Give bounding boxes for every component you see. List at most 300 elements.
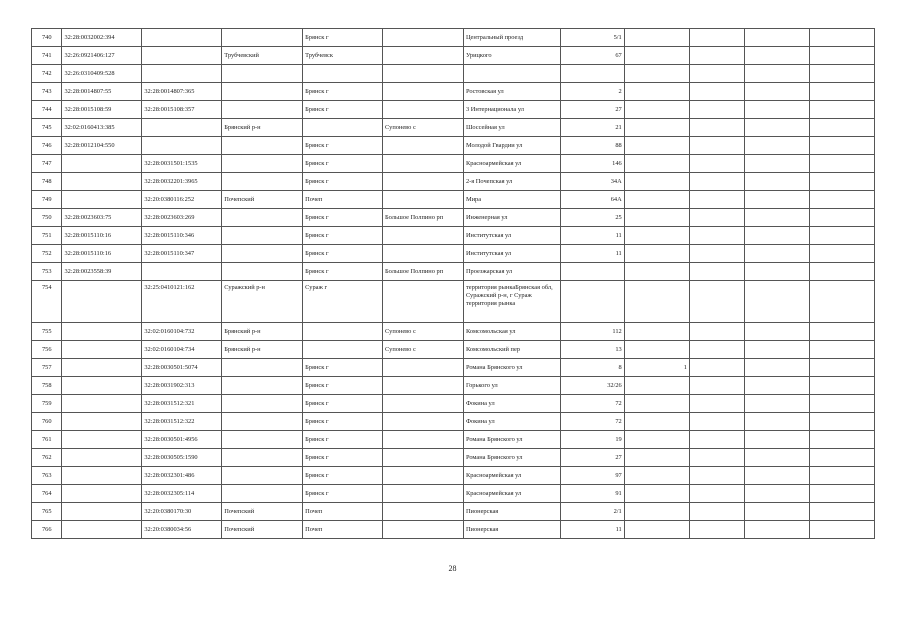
cadastral-number-2-cell [142, 263, 222, 281]
extra-2-cell [689, 191, 744, 209]
extra-1-cell [624, 449, 689, 467]
city-cell: Почеп [303, 503, 383, 521]
settlement-cell [383, 65, 464, 83]
extra-3-cell [744, 323, 809, 341]
extra-3-cell [744, 395, 809, 413]
table-row [32, 485, 875, 503]
street-cell: Институтская ул [463, 245, 560, 263]
table-row [32, 449, 875, 467]
row-number-cell: 743 [32, 83, 62, 101]
extra-2-cell [689, 137, 744, 155]
cadastral-number-2-cell [142, 29, 222, 47]
house-number-cell: 11 [560, 227, 624, 245]
cadastral-number-2-cell: 32:28:0031902:313 [142, 377, 222, 395]
blank-cell [809, 359, 874, 377]
house-number-cell: 88 [560, 137, 624, 155]
cadastral-number-1-cell: 32:28:0015108:59 [62, 101, 142, 119]
row-number-cell: 753 [32, 263, 62, 281]
house-number-cell [560, 65, 624, 83]
street-cell: Урицкого [463, 47, 560, 65]
row-number-cell: 756 [32, 341, 62, 359]
table-row [32, 245, 875, 263]
street-cell [463, 65, 560, 83]
cadastral-number-2-cell: 32:28:0032305:114 [142, 485, 222, 503]
blank-cell [809, 227, 874, 245]
settlement-cell [383, 227, 464, 245]
city-cell: Брянск г [303, 395, 383, 413]
blank-cell [809, 485, 874, 503]
extra-3-cell [744, 83, 809, 101]
cadastral-number-2-cell: 32:25:0410121:162 [142, 281, 222, 323]
blank-cell [809, 119, 874, 137]
extra-3-cell [744, 227, 809, 245]
blank-cell [809, 467, 874, 485]
cadastral-number-1-cell: 32:28:0012104:550 [62, 137, 142, 155]
table-row [32, 503, 875, 521]
extra-2-cell [689, 263, 744, 281]
street-cell: Пионерская [463, 503, 560, 521]
settlement-cell [383, 467, 464, 485]
district-cell: Брянский р-н [222, 119, 303, 137]
extra-2-cell [689, 47, 744, 65]
blank-cell [809, 191, 874, 209]
cadastral-number-2-cell: 32:28:0023603:269 [142, 209, 222, 227]
cadastral-number-2-cell [142, 47, 222, 65]
extra-3-cell [744, 341, 809, 359]
cadastral-number-2-cell: 32:28:0030501:5074 [142, 359, 222, 377]
district-cell: Трубчевский [222, 47, 303, 65]
house-number-cell: 11 [560, 521, 624, 539]
blank-cell [809, 245, 874, 263]
extra-1-cell [624, 155, 689, 173]
city-cell: Сураж г [303, 281, 383, 323]
extra-1-cell [624, 29, 689, 47]
cadastral-number-2-cell [142, 65, 222, 83]
table-row [32, 47, 875, 65]
extra-3-cell [744, 119, 809, 137]
extra-1-cell [624, 323, 689, 341]
house-number-cell: 2 [560, 83, 624, 101]
district-cell [222, 137, 303, 155]
house-number-cell: 25 [560, 209, 624, 227]
extra-1-cell [624, 485, 689, 503]
city-cell [303, 323, 383, 341]
city-cell: Брянск г [303, 29, 383, 47]
cadastral-number-1-cell [62, 341, 142, 359]
extra-3-cell [744, 359, 809, 377]
district-cell [222, 29, 303, 47]
settlement-cell: Супонево с [383, 323, 464, 341]
city-cell [303, 341, 383, 359]
table-row [32, 173, 875, 191]
settlement-cell: Супонево с [383, 119, 464, 137]
extra-2-cell [689, 119, 744, 137]
settlement-cell [383, 137, 464, 155]
row-number-cell: 763 [32, 467, 62, 485]
house-number-cell: 13 [560, 341, 624, 359]
extra-1-cell [624, 431, 689, 449]
house-number-cell: 146 [560, 155, 624, 173]
extra-3-cell [744, 377, 809, 395]
cadastral-number-1-cell [62, 377, 142, 395]
extra-1-cell [624, 47, 689, 65]
extra-2-cell [689, 83, 744, 101]
extra-1-cell [624, 119, 689, 137]
house-number-cell: 11 [560, 245, 624, 263]
city-cell: Почеп [303, 191, 383, 209]
cadastral-number-1-cell [62, 395, 142, 413]
cadastral-number-1-cell [62, 485, 142, 503]
extra-2-cell [689, 209, 744, 227]
row-number-cell: 759 [32, 395, 62, 413]
table-row [32, 395, 875, 413]
settlement-cell [383, 359, 464, 377]
street-cell: Институтская ул [463, 227, 560, 245]
extra-2-cell [689, 155, 744, 173]
district-cell [222, 485, 303, 503]
cadastral-number-2-cell: 32:20:0380034:56 [142, 521, 222, 539]
row-number-cell: 740 [32, 29, 62, 47]
street-cell: Центральный проезд [463, 29, 560, 47]
district-cell [222, 101, 303, 119]
house-number-cell: 27 [560, 101, 624, 119]
row-number-cell: 762 [32, 449, 62, 467]
settlement-cell [383, 29, 464, 47]
cadastral-number-2-cell: 32:28:0014807:365 [142, 83, 222, 101]
house-number-cell: 91 [560, 485, 624, 503]
table-row [32, 377, 875, 395]
blank-cell [809, 377, 874, 395]
extra-3-cell [744, 467, 809, 485]
extra-1-cell: 1 [624, 359, 689, 377]
house-number-cell: 19 [560, 431, 624, 449]
extra-3-cell [744, 521, 809, 539]
extra-3-cell [744, 173, 809, 191]
blank-cell [809, 413, 874, 431]
city-cell: Брянск г [303, 413, 383, 431]
table-row [32, 359, 875, 377]
street-cell: Молодой Гвардии ул [463, 137, 560, 155]
extra-2-cell [689, 173, 744, 191]
house-number-cell [560, 281, 624, 323]
district-cell [222, 377, 303, 395]
row-number-cell: 747 [32, 155, 62, 173]
city-cell: Брянск г [303, 449, 383, 467]
settlement-cell [383, 101, 464, 119]
blank-cell [809, 173, 874, 191]
street-cell: Комсомольский пер [463, 341, 560, 359]
blank-cell [809, 521, 874, 539]
row-number-cell: 764 [32, 485, 62, 503]
street-cell: Фокина ул [463, 395, 560, 413]
extra-1-cell [624, 245, 689, 263]
cadastral-number-1-cell [62, 359, 142, 377]
extra-2-cell [689, 101, 744, 119]
table-row [32, 119, 875, 137]
street-cell: Романа Брянского ул [463, 431, 560, 449]
extra-1-cell [624, 101, 689, 119]
blank-cell [809, 65, 874, 83]
table-row [32, 341, 875, 359]
extra-1-cell [624, 191, 689, 209]
district-cell: Брянский р-н [222, 323, 303, 341]
extra-1-cell [624, 137, 689, 155]
district-cell: Суражский р-н [222, 281, 303, 323]
blank-cell [809, 431, 874, 449]
district-cell [222, 431, 303, 449]
table-row [32, 155, 875, 173]
cadastral-number-2-cell: 32:28:0032201:3965 [142, 173, 222, 191]
settlement-cell [383, 47, 464, 65]
extra-2-cell [689, 323, 744, 341]
extra-1-cell [624, 281, 689, 323]
house-number-cell: 67 [560, 47, 624, 65]
city-cell: Брянск г [303, 431, 383, 449]
blank-cell [809, 155, 874, 173]
cadastral-number-2-cell: 32:28:0031501:1535 [142, 155, 222, 173]
street-cell: Проезжарская ул [463, 263, 560, 281]
cadastral-number-2-cell [142, 119, 222, 137]
extra-3-cell [744, 101, 809, 119]
house-number-cell: 32/26 [560, 377, 624, 395]
settlement-cell [383, 413, 464, 431]
extra-2-cell [689, 431, 744, 449]
district-cell [222, 359, 303, 377]
city-cell: Брянск г [303, 377, 383, 395]
settlement-cell [383, 245, 464, 263]
street-cell: Комсомольская ул [463, 323, 560, 341]
extra-3-cell [744, 191, 809, 209]
extra-2-cell [689, 359, 744, 377]
extra-3-cell [744, 245, 809, 263]
cadastral-number-1-cell [62, 281, 142, 323]
house-number-cell: 2/1 [560, 503, 624, 521]
row-number-cell: 750 [32, 209, 62, 227]
row-number-cell: 754 [32, 281, 62, 323]
cadastral-number-2-cell: 32:28:0031512:322 [142, 413, 222, 431]
table-row [32, 467, 875, 485]
house-number-cell: 21 [560, 119, 624, 137]
row-number-cell: 749 [32, 191, 62, 209]
cadastral-number-1-cell: 32:28:0023603:75 [62, 209, 142, 227]
extra-1-cell [624, 65, 689, 83]
settlement-cell [383, 191, 464, 209]
cadastral-number-1-cell: 32:26:0921406:127 [62, 47, 142, 65]
house-number-cell: 72 [560, 413, 624, 431]
cadastral-number-2-cell: 32:28:0015108:357 [142, 101, 222, 119]
city-cell: Брянск г [303, 155, 383, 173]
city-cell: Брянск г [303, 263, 383, 281]
city-cell: Брянск г [303, 173, 383, 191]
extra-3-cell [744, 137, 809, 155]
settlement-cell: Супонево с [383, 341, 464, 359]
settlement-cell [383, 485, 464, 503]
row-number-cell: 755 [32, 323, 62, 341]
extra-2-cell [689, 245, 744, 263]
city-cell: Брянск г [303, 83, 383, 101]
blank-cell [809, 323, 874, 341]
house-number-cell: 8 [560, 359, 624, 377]
street-cell: Ростовская ул [463, 83, 560, 101]
row-number-cell: 761 [32, 431, 62, 449]
street-cell: Красноармейская ул [463, 155, 560, 173]
extra-1-cell [624, 413, 689, 431]
table-row [32, 137, 875, 155]
settlement-cell: Большое Полпино рп [383, 209, 464, 227]
extra-2-cell [689, 395, 744, 413]
extra-3-cell [744, 155, 809, 173]
city-cell: Брянск г [303, 245, 383, 263]
city-cell: Почеп [303, 521, 383, 539]
cadastral-number-1-cell [62, 173, 142, 191]
street-cell: территория рынкаБрянская обл, Суражский р-н, г Сураж территория рынка [463, 281, 560, 323]
street-cell: Романа Брянского ул [463, 449, 560, 467]
street-cell: Фокина ул [463, 413, 560, 431]
city-cell: Брянск г [303, 137, 383, 155]
cadastral-number-2-cell: 32:28:0015110:346 [142, 227, 222, 245]
district-cell: Почепский [222, 521, 303, 539]
row-number-cell: 760 [32, 413, 62, 431]
cadastral-number-2-cell [142, 137, 222, 155]
blank-cell [809, 395, 874, 413]
extra-1-cell [624, 341, 689, 359]
street-cell: Мира [463, 191, 560, 209]
row-number-cell: 766 [32, 521, 62, 539]
street-cell: 3 Интернационала ул [463, 101, 560, 119]
extra-3-cell [744, 65, 809, 83]
street-cell: Красноармейская ул [463, 467, 560, 485]
city-cell: Брянск г [303, 227, 383, 245]
table-row [32, 29, 875, 47]
extra-2-cell [689, 503, 744, 521]
settlement-cell [383, 83, 464, 101]
cadastral-number-1-cell: 32:28:0032002:394 [62, 29, 142, 47]
district-cell: Брянский р-н [222, 341, 303, 359]
table-row [32, 209, 875, 227]
extra-1-cell [624, 395, 689, 413]
table-row [32, 323, 875, 341]
cadastral-number-2-cell: 32:02:0160104:734 [142, 341, 222, 359]
row-number-cell: 751 [32, 227, 62, 245]
extra-2-cell [689, 377, 744, 395]
row-number-cell: 748 [32, 173, 62, 191]
blank-cell [809, 263, 874, 281]
settlement-cell [383, 395, 464, 413]
extra-1-cell [624, 263, 689, 281]
house-number-cell: 72 [560, 395, 624, 413]
cadastral-number-2-cell: 32:20:0380170:30 [142, 503, 222, 521]
extra-2-cell [689, 341, 744, 359]
district-cell: Почепский [222, 191, 303, 209]
table-row [32, 263, 875, 281]
blank-cell [809, 29, 874, 47]
settlement-cell [383, 449, 464, 467]
cadastral-number-2-cell: 32:02:0160104:732 [142, 323, 222, 341]
cadastral-number-2-cell: 32:28:0032301:486 [142, 467, 222, 485]
cadastral-number-2-cell: 32:20:0380116:252 [142, 191, 222, 209]
city-cell: Брянск г [303, 467, 383, 485]
district-cell [222, 65, 303, 83]
extra-2-cell [689, 281, 744, 323]
settlement-cell: Большое Полпино рп [383, 263, 464, 281]
extra-3-cell [744, 29, 809, 47]
table-row [32, 227, 875, 245]
row-number-cell: 742 [32, 65, 62, 83]
blank-cell [809, 341, 874, 359]
table-row [32, 191, 875, 209]
extra-1-cell [624, 503, 689, 521]
extra-2-cell [689, 467, 744, 485]
settlement-cell [383, 155, 464, 173]
house-number-cell: 97 [560, 467, 624, 485]
house-number-cell [560, 263, 624, 281]
extra-1-cell [624, 209, 689, 227]
extra-1-cell [624, 467, 689, 485]
row-number-cell: 757 [32, 359, 62, 377]
street-cell: Шоссейная ул [463, 119, 560, 137]
blank-cell [809, 281, 874, 323]
table-row [32, 101, 875, 119]
city-cell: Трубчевск [303, 47, 383, 65]
extra-1-cell [624, 377, 689, 395]
table-row [32, 431, 875, 449]
registry-table [31, 28, 875, 539]
cadastral-number-1-cell [62, 467, 142, 485]
row-number-cell: 765 [32, 503, 62, 521]
table-row [32, 521, 875, 539]
cadastral-number-1-cell [62, 431, 142, 449]
extra-3-cell [744, 413, 809, 431]
street-cell: Инженерная ул [463, 209, 560, 227]
cadastral-number-1-cell [62, 191, 142, 209]
blank-cell [809, 101, 874, 119]
city-cell: Брянск г [303, 485, 383, 503]
row-number-cell: 741 [32, 47, 62, 65]
house-number-cell: 112 [560, 323, 624, 341]
cadastral-number-1-cell: 32:28:0015110:16 [62, 227, 142, 245]
extra-3-cell [744, 449, 809, 467]
house-number-cell: 34А [560, 173, 624, 191]
street-cell: Пионерская [463, 521, 560, 539]
extra-1-cell [624, 521, 689, 539]
extra-3-cell [744, 503, 809, 521]
blank-cell [809, 47, 874, 65]
extra-1-cell [624, 227, 689, 245]
settlement-cell [383, 503, 464, 521]
street-cell: 2-я Почепская ул [463, 173, 560, 191]
extra-2-cell [689, 413, 744, 431]
blank-cell [809, 503, 874, 521]
cadastral-number-1-cell [62, 155, 142, 173]
cadastral-number-1-cell: 32:28:0023558:39 [62, 263, 142, 281]
extra-2-cell [689, 65, 744, 83]
extra-2-cell [689, 485, 744, 503]
district-cell: Почепский [222, 503, 303, 521]
house-number-cell: 27 [560, 449, 624, 467]
district-cell [222, 173, 303, 191]
extra-3-cell [744, 47, 809, 65]
blank-cell [809, 209, 874, 227]
cadastral-number-1-cell: 32:26:0310409:528 [62, 65, 142, 83]
cadastral-number-1-cell [62, 521, 142, 539]
blank-cell [809, 83, 874, 101]
district-cell [222, 209, 303, 227]
extra-3-cell [744, 431, 809, 449]
extra-1-cell [624, 83, 689, 101]
row-number-cell: 745 [32, 119, 62, 137]
district-cell [222, 245, 303, 263]
row-number-cell: 758 [32, 377, 62, 395]
